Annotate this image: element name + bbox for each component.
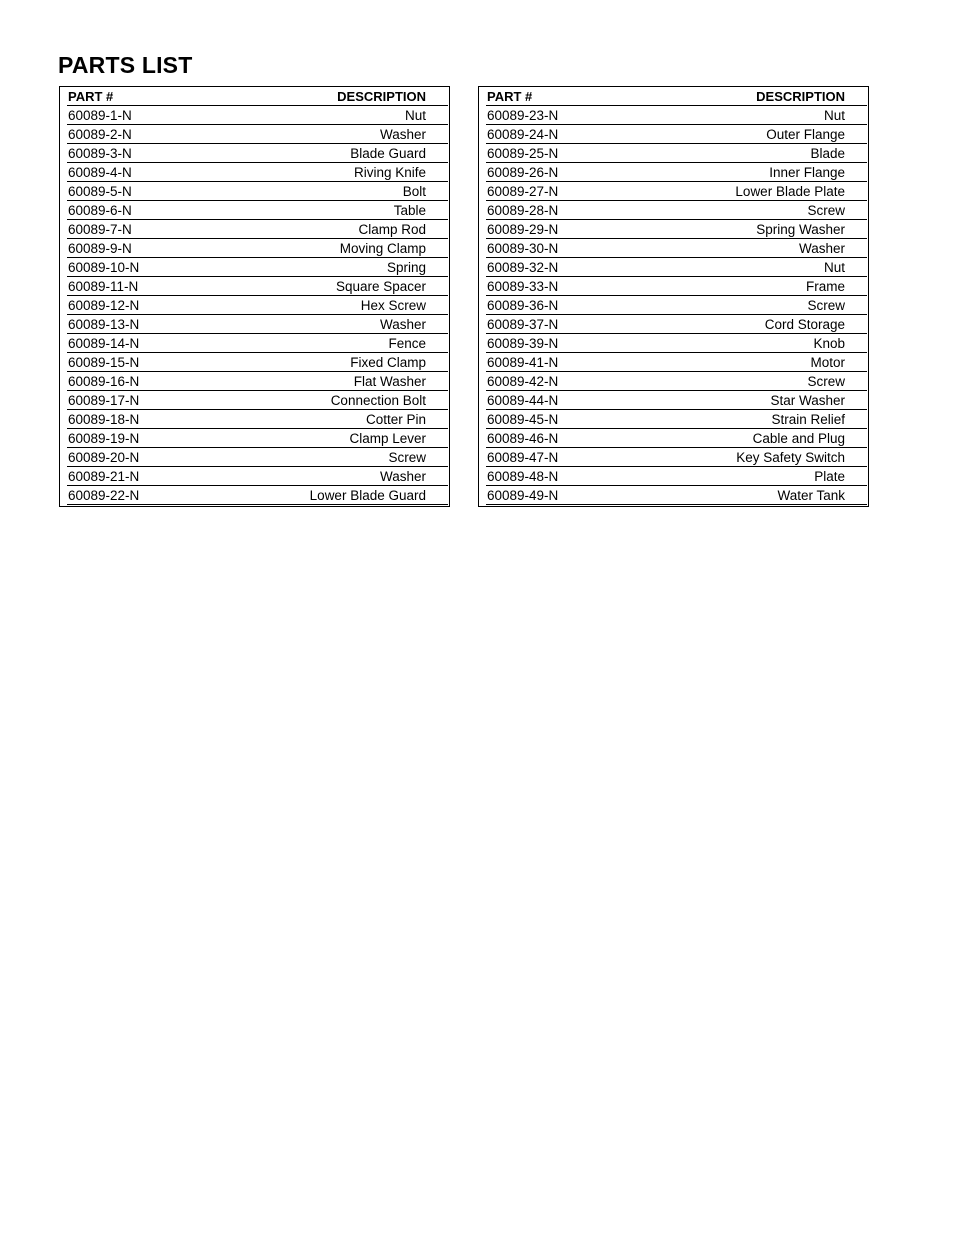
description-cell: Fixed Clamp <box>350 355 426 370</box>
table-header <box>486 87 867 106</box>
description-cell: Washer <box>798 241 845 256</box>
part-number-cell: 60089-29-N <box>487 222 559 237</box>
table-row <box>486 201 867 220</box>
description-cell: Screw <box>807 374 845 389</box>
description-cell: Blade Guard <box>350 146 426 161</box>
table-row <box>67 163 448 182</box>
description-cell: Square Spacer <box>335 279 426 294</box>
description-cell: Cotter Pin <box>365 412 426 427</box>
part-number-cell: 60089-16-N <box>68 374 140 389</box>
table-row <box>67 410 448 429</box>
description-cell: Knob <box>813 336 845 351</box>
part-number-cell: 60089-3-N <box>68 146 132 161</box>
part-number-cell: 60089-5-N <box>68 184 132 199</box>
description-cell: Plate <box>814 469 845 484</box>
table-row <box>486 448 867 467</box>
table-row <box>486 429 867 448</box>
part-number-cell: 60089-10-N <box>68 260 140 275</box>
part-number-cell: 60089-24-N <box>487 127 559 142</box>
table-row <box>67 372 448 391</box>
table-row <box>67 448 448 467</box>
table-row <box>486 486 867 505</box>
table-row <box>486 182 867 201</box>
part-number-cell: 60089-18-N <box>68 412 140 427</box>
part-number-cell: 60089-28-N <box>487 203 559 218</box>
table-header <box>67 87 448 106</box>
table-row <box>486 315 867 334</box>
part-number-cell: 60089-9-N <box>68 241 132 256</box>
table-row <box>486 220 867 239</box>
description-cell: Washer <box>379 127 426 142</box>
part-number-cell: 60089-20-N <box>68 450 140 465</box>
table-row <box>486 372 867 391</box>
table-row <box>67 486 448 505</box>
page-title: PARTS LIST <box>58 52 193 78</box>
part-number-cell: 60089-12-N <box>68 298 140 313</box>
description-cell: Outer Flange <box>766 127 845 142</box>
table-row <box>67 391 448 410</box>
table-row <box>67 106 448 125</box>
description-cell: Water Tank <box>777 488 845 503</box>
description-cell: Screw <box>807 298 845 313</box>
description-cell: Star Washer <box>770 393 845 408</box>
description-cell: Spring <box>386 260 426 275</box>
table-row <box>67 144 448 163</box>
part-number-cell: 60089-7-N <box>68 222 132 237</box>
description-cell: Washer <box>379 317 426 332</box>
description-header: DESCRIPTION <box>756 89 845 104</box>
part-number-cell: 60089-37-N <box>487 317 559 332</box>
part-number-cell: 60089-21-N <box>68 469 140 484</box>
part-number-cell: 60089-36-N <box>487 298 559 313</box>
part-number-cell: 60089-33-N <box>487 279 559 294</box>
description-cell: Spring Washer <box>756 222 845 237</box>
part-number-cell: 60089-48-N <box>487 469 559 484</box>
part-number-cell: 60089-11-N <box>68 279 139 294</box>
description-cell: Hex Screw <box>360 298 426 313</box>
description-cell: Screw <box>388 450 426 465</box>
part-number-cell: 60089-2-N <box>68 127 132 142</box>
table-row <box>67 277 448 296</box>
description-cell: Nut <box>823 108 845 123</box>
description-cell: Cable and Plug <box>752 431 845 446</box>
table-row <box>67 239 448 258</box>
description-cell: Screw <box>807 203 845 218</box>
description-cell: Clamp Rod <box>358 222 426 237</box>
part-number-cell: 60089-41-N <box>487 355 559 370</box>
table-row <box>67 429 448 448</box>
table-row <box>486 410 867 429</box>
part-number-cell: 60089-27-N <box>487 184 559 199</box>
description-cell: Clamp Lever <box>349 431 426 446</box>
table-row <box>486 258 867 277</box>
part-number-cell: 60089-19-N <box>68 431 140 446</box>
parts-table-right <box>478 86 869 507</box>
table-row <box>67 201 448 220</box>
table-row <box>67 334 448 353</box>
description-cell: Cord Storage <box>764 317 845 332</box>
part-number-cell: 60089-22-N <box>68 488 140 503</box>
description-cell: Strain Relief <box>771 412 845 427</box>
table-row <box>486 125 867 144</box>
table-row <box>486 277 867 296</box>
part-number-cell: 60089-30-N <box>487 241 559 256</box>
table-row <box>486 163 867 182</box>
table-row <box>486 467 867 486</box>
table-row <box>67 353 448 372</box>
description-cell: Connection Bolt <box>330 393 426 408</box>
table-row <box>67 125 448 144</box>
description-cell: Frame <box>805 279 845 294</box>
table-row <box>67 182 448 201</box>
table-row <box>486 391 867 410</box>
part-number-cell: 60089-32-N <box>487 260 559 275</box>
description-cell: Blade <box>810 146 845 161</box>
table-row <box>486 296 867 315</box>
part-number-cell: 60089-15-N <box>68 355 140 370</box>
part-number-cell: 60089-47-N <box>487 450 559 465</box>
description-cell: Key Safety Switch <box>736 450 845 465</box>
description-cell: Nut <box>823 260 845 275</box>
part-number-cell: 60089-42-N <box>487 374 559 389</box>
table-row <box>67 220 448 239</box>
table-row <box>67 315 448 334</box>
part-number-cell: 60089-23-N <box>487 108 559 123</box>
parts-table-left <box>59 86 450 507</box>
description-header: DESCRIPTION <box>337 89 426 104</box>
part-number-cell: 60089-4-N <box>68 165 132 180</box>
table-row <box>486 144 867 163</box>
table-row <box>67 258 448 277</box>
description-cell: Moving Clamp <box>339 241 426 256</box>
table-row <box>67 296 448 315</box>
description-cell: Bolt <box>402 184 426 199</box>
description-cell: Washer <box>379 469 426 484</box>
description-cell: Flat Washer <box>353 374 426 389</box>
table-row <box>67 467 448 486</box>
part-number-cell: 60089-25-N <box>487 146 559 161</box>
description-cell: Inner Flange <box>769 165 845 180</box>
table-row <box>486 353 867 372</box>
part-number-cell: 60089-14-N <box>68 336 140 351</box>
part-number-cell: 60089-46-N <box>487 431 559 446</box>
table-row <box>486 106 867 125</box>
description-cell: Table <box>393 203 426 218</box>
part-number-cell: 60089-26-N <box>487 165 559 180</box>
part-number-cell: 60089-45-N <box>487 412 559 427</box>
description-cell: Riving Knife <box>353 165 426 180</box>
part-number-header: PART # <box>487 89 533 104</box>
table-row <box>486 334 867 353</box>
description-cell: Lower Blade Plate <box>735 184 845 199</box>
description-cell: Nut <box>404 108 426 123</box>
part-number-cell: 60089-1-N <box>68 108 132 123</box>
part-number-cell: 60089-6-N <box>68 203 132 218</box>
table-row <box>486 239 867 258</box>
part-number-cell: 60089-49-N <box>487 488 559 503</box>
description-cell: Motor <box>810 355 845 370</box>
description-cell: Fence <box>388 336 426 351</box>
part-number-cell: 60089-39-N <box>487 336 559 351</box>
part-number-cell: 60089-44-N <box>487 393 559 408</box>
description-cell: Lower Blade Guard <box>309 488 426 503</box>
part-number-cell: 60089-13-N <box>68 317 140 332</box>
part-number-header: PART # <box>68 89 114 104</box>
part-number-cell: 60089-17-N <box>68 393 140 408</box>
